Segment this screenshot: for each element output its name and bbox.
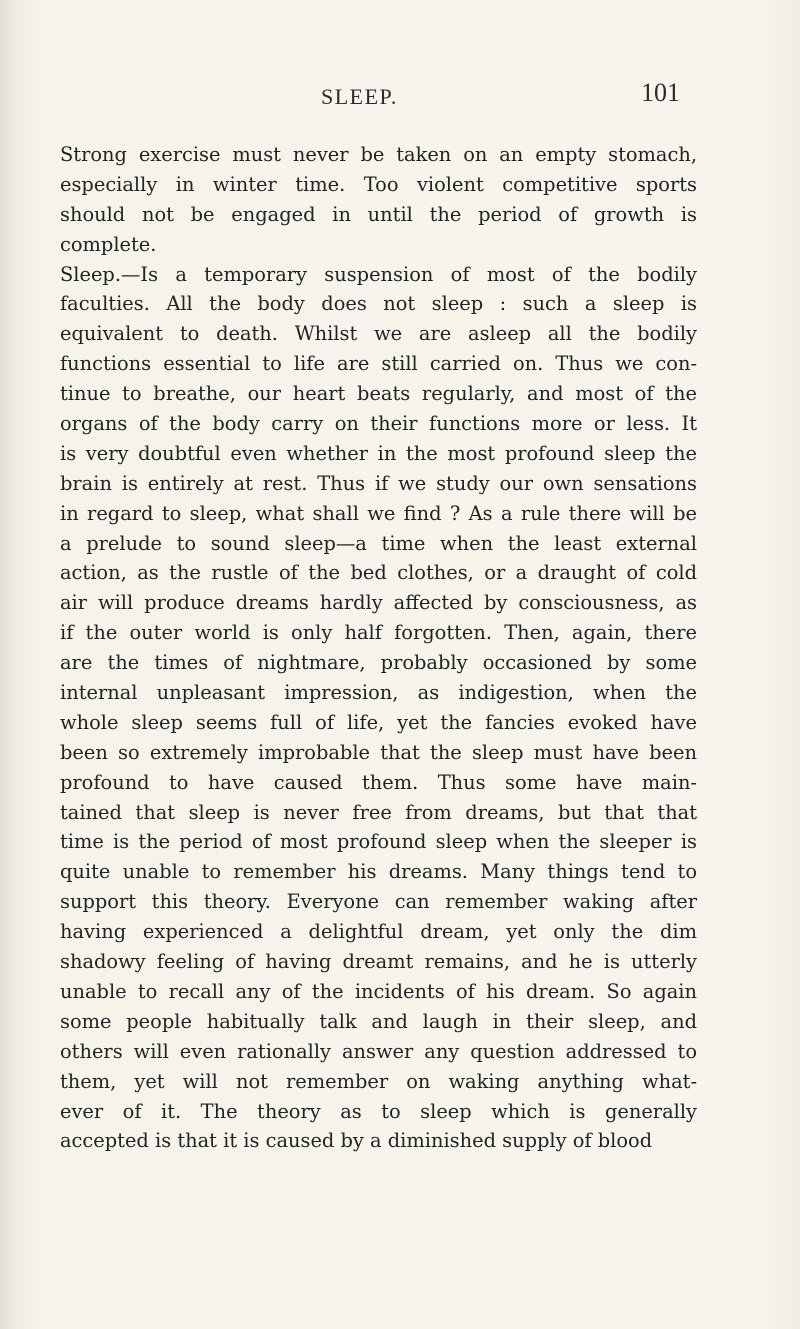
text-line: some people habitually talk and laugh in their sleep, and bbox=[60, 1009, 697, 1033]
running-head: SLEEP. bbox=[321, 84, 398, 109]
text-line: Sleep.—Is a temporary suspension of most of the bodily bbox=[60, 262, 697, 286]
text-line: functions essential to life are still carried on. Thus we con- bbox=[60, 352, 697, 376]
text-line: especially in winter time. Too violent competitive sports bbox=[60, 172, 697, 196]
body-text bbox=[60, 140, 697, 1156]
text-line: faculties. All the body does not sleep : such a sleep is bbox=[60, 292, 697, 316]
text-line: a prelude to sound sleep—a time when the least external bbox=[60, 531, 697, 555]
text-line: having experienced a delightful dream, yet only the dim bbox=[60, 920, 697, 944]
text-line: if the outer world is only half forgotten. Then, again, there bbox=[60, 621, 697, 645]
text-line: tained that sleep is never free from dreams, but that that bbox=[60, 800, 697, 824]
text-line: ever of it. The theory as to sleep which is generally bbox=[60, 1099, 697, 1123]
text-line: shadowy feeling of having dreamt remains, and he is utterly bbox=[60, 950, 697, 974]
text-line: them, yet will not remember on waking anything what- bbox=[60, 1069, 697, 1093]
text-line: brain is entirely at rest. Thus if we study our own sensations bbox=[60, 471, 697, 495]
text-line: time is the period of most profound sleep when the sleeper is bbox=[60, 830, 697, 854]
text-line: should not be engaged in until the period of growth is bbox=[60, 202, 697, 226]
text-line: quite unable to remember his dreams. Many things tend to bbox=[60, 860, 697, 884]
text-line: Strong exercise must never be taken on an empty stomach, bbox=[60, 143, 697, 166]
text-line: in regard to sleep, what shall we find ? As a rule there will be bbox=[60, 501, 697, 525]
page-number: 101 bbox=[641, 78, 680, 107]
text-line: action, as the rustle of the bed clothes, or a draught of cold bbox=[60, 561, 697, 585]
text-line: accepted is that it is caused by a diminished supply of blood bbox=[60, 1129, 653, 1153]
text-line: unable to recall any of the incidents of his dream. So again bbox=[60, 979, 697, 1003]
text-line: whole sleep seems full of life, yet the fancies evoked have bbox=[60, 710, 697, 734]
text-line: complete. bbox=[60, 232, 157, 256]
text-line: air will produce dreams hardly affected by consciousness, as bbox=[60, 591, 697, 615]
text-line: equivalent to death. Whilst we are asleep all the bodily bbox=[60, 322, 697, 346]
text-line: support this theory. Everyone can remember waking after bbox=[60, 890, 697, 914]
text-line: profound to have caused them. Thus some have main- bbox=[60, 770, 697, 794]
text-line: been so extremely improbable that the sleep must have been bbox=[60, 740, 697, 764]
text-line: others will even rationally answer any question addressed to bbox=[60, 1039, 697, 1063]
page-header bbox=[0, 78, 800, 118]
text-line: are the times of nightmare, probably occasioned by some bbox=[60, 651, 697, 675]
text-line: is very doubtful even whether in the most profound sleep the bbox=[60, 441, 697, 465]
text-line: tinue to breathe, our heart beats regularly, and most of the bbox=[60, 382, 697, 406]
text-line: internal unpleasant impression, as indigestion, when the bbox=[60, 681, 697, 705]
text-line: organs of the body carry on their functions more or less. It bbox=[60, 412, 697, 436]
